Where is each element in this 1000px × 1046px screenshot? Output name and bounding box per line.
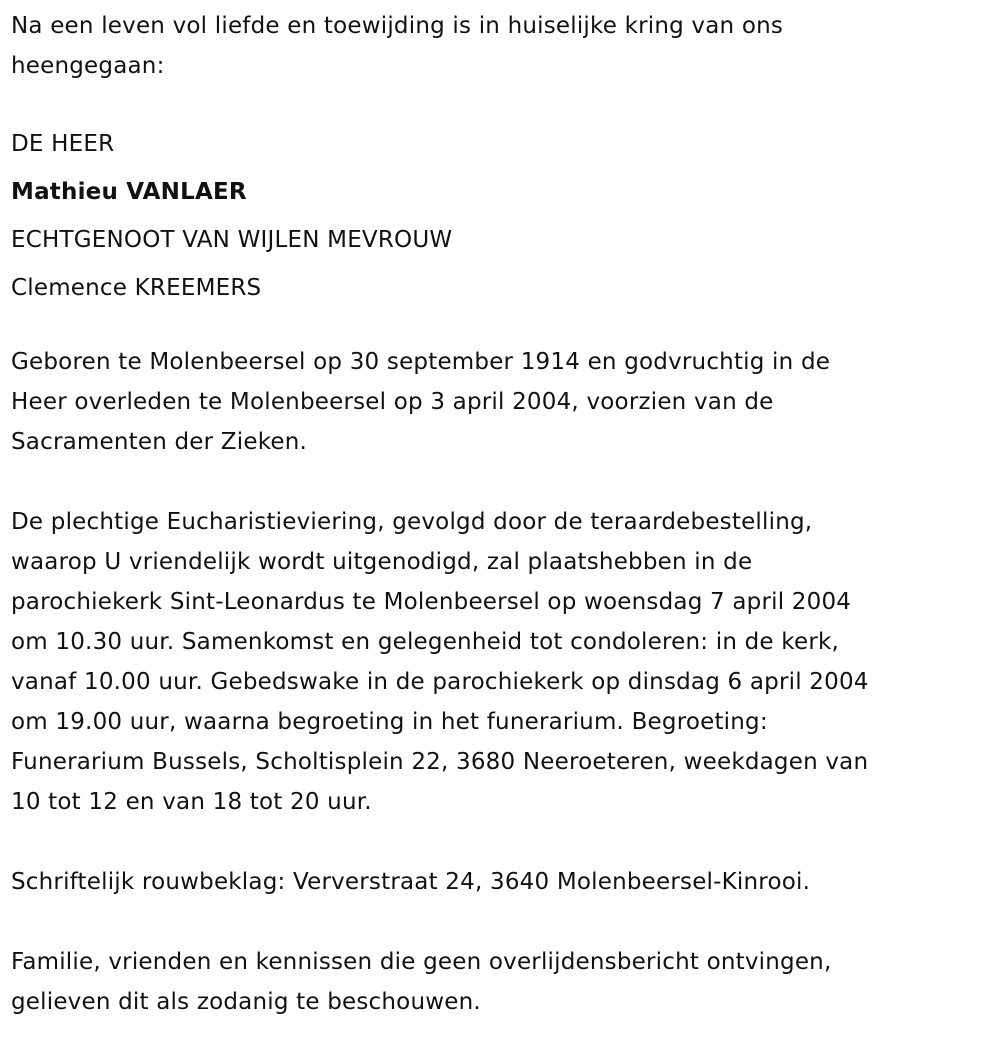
ceremony-line: Funerarium Bussels, Scholtisplein 22, 3680 Neeroeteren, weekdagen van <box>11 749 869 775</box>
ceremony-line: om 10.30 uur. Samenkomst en gelegenheid tot condoleren: in de kerk, <box>11 629 840 655</box>
intro-line: Na een leven vol liefde en toewijding is in huiselijke kring van ons <box>11 13 784 39</box>
closing-line: Familie, vrienden en kennissen die geen overlijdensbericht ontvingen, <box>11 949 832 975</box>
deceased-block <box>11 120 996 312</box>
birth-death-paragraph <box>11 342 996 462</box>
condolence-address-paragraph <box>11 862 996 902</box>
deceased-name: Mathieu VANLAER <box>11 179 247 205</box>
condolence-address: Schriftelijk rouwbeklag: Ververstraat 24, 3640 Molenbeersel-Kinrooi. <box>11 869 811 895</box>
birth-death-line: Heer overleden te Molenbeersel op 3 april 2004, voorzien van de <box>11 389 774 415</box>
closing-line: gelieven dit als zodanig te beschouwen. <box>11 989 481 1015</box>
ceremony-line: waarop U vriendelijk wordt uitgenodigd, zal plaatshebben in de <box>11 549 753 575</box>
ceremony-line: 10 tot 12 en van 18 tot 20 uur. <box>11 789 372 815</box>
ceremony-line: vanaf 10.00 uur. Gebedswake in de parochiekerk op dinsdag 6 april 2004 <box>11 669 869 695</box>
honorific: DE HEER <box>11 131 115 157</box>
intro-line: heengegaan: <box>11 53 165 79</box>
ceremony-paragraph <box>11 502 996 822</box>
ceremony-line: om 19.00 uur, waarna begroeting in het funerarium. Begroeting: <box>11 709 768 735</box>
birth-death-line: Geboren te Molenbeersel op 30 september 1914 en godvruchtig in de <box>11 349 831 375</box>
ceremony-line: De plechtige Eucharistieviering, gevolgd door de teraardebestelling, <box>11 509 813 535</box>
relation-label: ECHTGENOOT VAN WIJLEN MEVROUW <box>11 227 453 253</box>
birth-death-line: Sacramenten der Zieken. <box>11 429 308 455</box>
spouse-name: Clemence KREEMERS <box>11 275 262 301</box>
intro-paragraph <box>11 6 996 86</box>
ceremony-line: parochiekerk Sint-Leonardus te Molenbeersel op woensdag 7 april 2004 <box>11 589 852 615</box>
closing-paragraph <box>11 942 996 1022</box>
